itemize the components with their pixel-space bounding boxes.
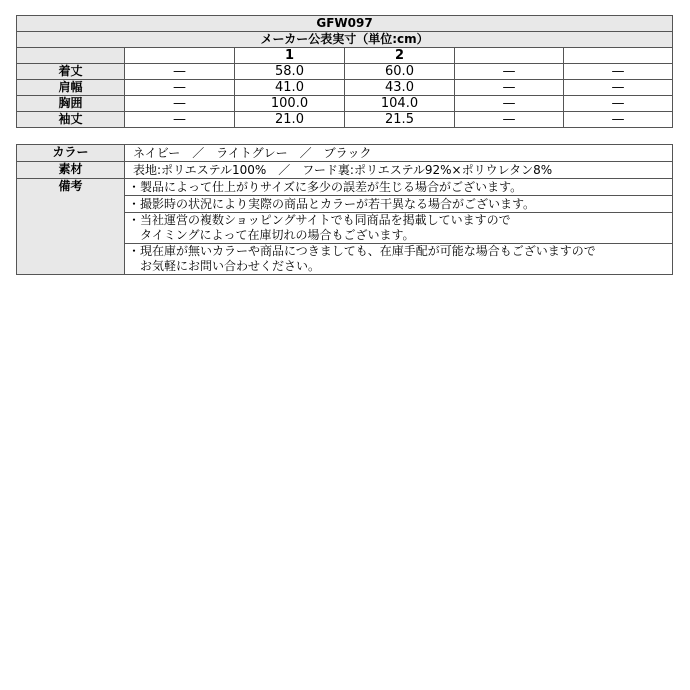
note-line: ・製品によって仕上がりサイズに多少の誤差が生じる場合がございます。: [128, 179, 523, 194]
material-value: 表地:ポリエステル100% ／ フード裏:ポリエステル92%×ポリウレタン8%: [125, 162, 673, 179]
size-row-length: [17, 64, 673, 80]
notes-row: [17, 179, 673, 196]
header-corner: [17, 48, 125, 64]
size-row-shoulder: [17, 80, 673, 96]
size-col-header: [564, 48, 673, 64]
size-header-row: [17, 48, 673, 64]
size-cell: —: [125, 80, 235, 96]
note-line: ・現在庫が無いカラーや商品につきましても、在庫手配が可能な場合もございますので: [128, 244, 596, 258]
note-item: [125, 179, 673, 196]
note-item: [125, 244, 673, 275]
size-cell: 41.0: [235, 80, 345, 96]
size-row-chest: [17, 96, 673, 112]
size-cell: —: [455, 96, 564, 112]
color-value: ネイビー ／ ライトグレー ／ ブラック: [125, 145, 673, 162]
size-cell: —: [125, 112, 235, 128]
model-number: GFW097: [17, 16, 673, 32]
note-line: お気軽にお問い合わせください。: [128, 259, 321, 273]
size-cell: —: [455, 64, 564, 80]
note-line: ・撮影時の状況により実際の商品とカラーが若干異なる場合がございます。: [128, 196, 536, 211]
size-cell: 60.0: [345, 64, 455, 80]
row-label: 肩幅: [17, 80, 125, 96]
size-cell: 104.0: [345, 96, 455, 112]
size-cell: —: [125, 96, 235, 112]
size-col-header: 1: [235, 48, 345, 64]
size-cell: 100.0: [235, 96, 345, 112]
size-cell: 21.5: [345, 112, 455, 128]
notes-label: 備考: [17, 179, 125, 275]
spec-sheet: [16, 15, 672, 275]
size-cell: —: [455, 80, 564, 96]
size-cell: 21.0: [235, 112, 345, 128]
size-cell: 58.0: [235, 64, 345, 80]
row-label: 着丈: [17, 64, 125, 80]
color-label: カラー: [17, 145, 125, 162]
size-col-header: [125, 48, 235, 64]
size-cell: —: [564, 112, 673, 128]
size-cell: 43.0: [345, 80, 455, 96]
size-col-header: [455, 48, 564, 64]
row-label: 胸囲: [17, 96, 125, 112]
color-row: [17, 145, 673, 162]
size-cell: —: [455, 112, 564, 128]
size-table: [16, 15, 673, 128]
size-cell: —: [564, 80, 673, 96]
row-label: 袖丈: [17, 112, 125, 128]
size-cell: —: [564, 96, 673, 112]
material-label: 素材: [17, 162, 125, 179]
note-item: [125, 196, 673, 213]
size-table-subtitle: メーカー公表実寸（単位:cm）: [17, 32, 673, 48]
size-row-sleeve: [17, 112, 673, 128]
material-row: [17, 162, 673, 179]
note-item: [125, 213, 673, 244]
note-line: ・当社運営の複数ショッピングサイトでも同商品を掲載していますので: [128, 213, 511, 227]
size-cell: —: [564, 64, 673, 80]
product-info-table: [16, 144, 673, 275]
size-col-header: 2: [345, 48, 455, 64]
note-line: タイミングによって在庫切れの場合もございます。: [128, 228, 415, 242]
size-cell: —: [125, 64, 235, 80]
